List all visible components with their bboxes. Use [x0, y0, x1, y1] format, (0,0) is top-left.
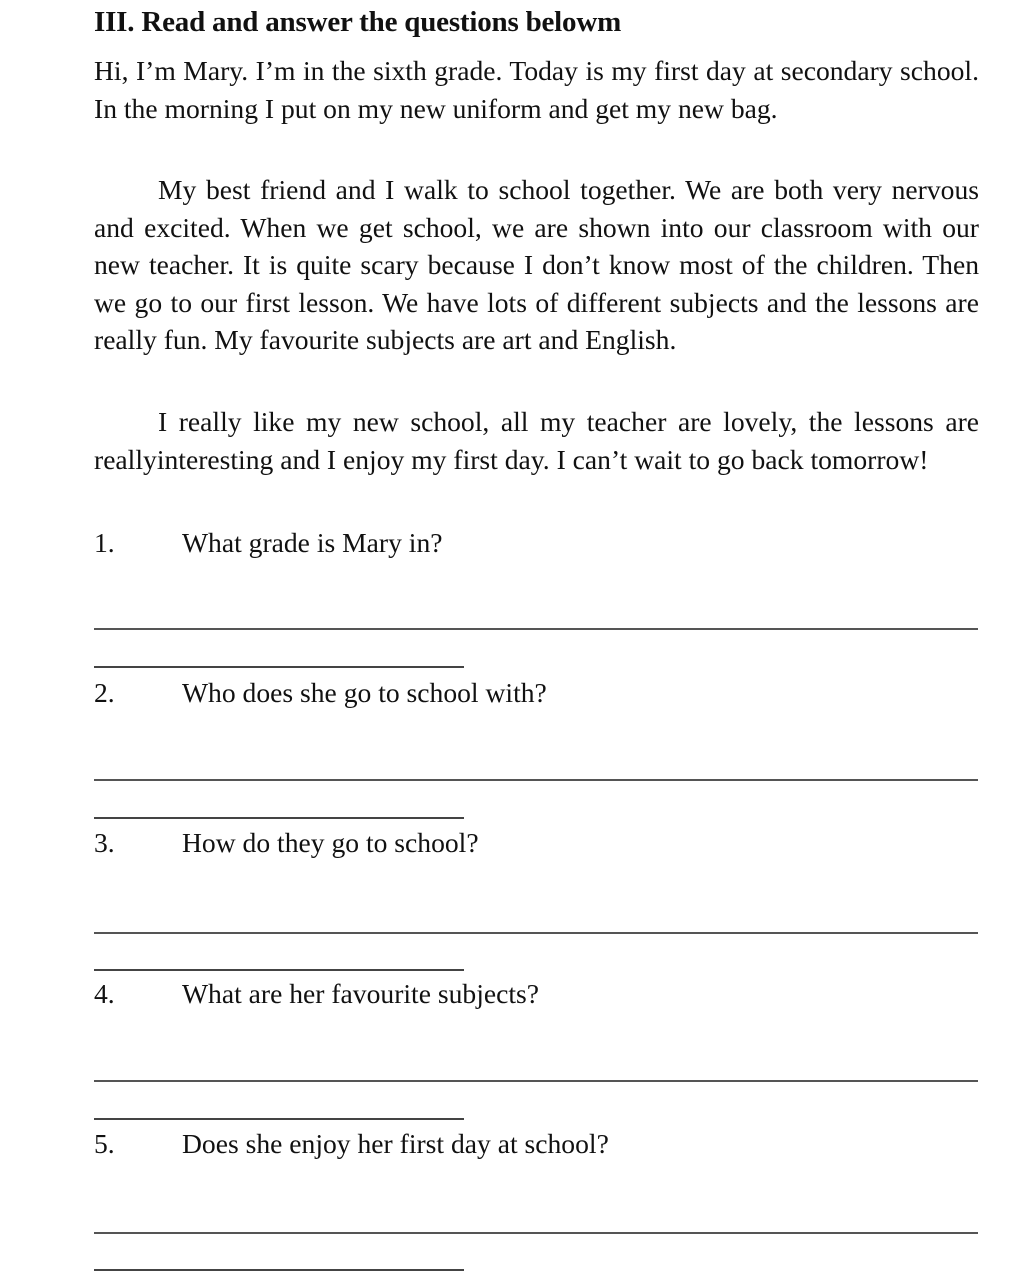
question-text: How do they go to school?: [182, 827, 479, 858]
answer-line-1b[interactable]: [94, 666, 464, 668]
section-title: III. Read and answer the questions belowm: [94, 6, 622, 38]
answer-line-3a[interactable]: [94, 932, 978, 934]
answer-line-4b[interactable]: [94, 1118, 464, 1120]
answer-line-1a[interactable]: [94, 628, 978, 630]
question-number: 2.: [94, 677, 115, 708]
question-number: 3.: [94, 827, 115, 858]
question-text: Who does she go to school with?: [182, 677, 547, 708]
question-text: What grade is Mary in?: [182, 527, 443, 558]
answer-line-5b[interactable]: [94, 1269, 464, 1271]
answer-line-2a[interactable]: [94, 779, 978, 781]
answer-line-3b[interactable]: [94, 969, 464, 971]
answer-line-2b[interactable]: [94, 817, 464, 819]
question-number: 4.: [94, 978, 115, 1009]
question-text: Does she enjoy her first day at school?: [182, 1128, 609, 1159]
passage-paragraph-1: Hi, I’m Mary. I’m in the sixth grade. Today is my first day at secondary school. In the morning I put on my new uniform and get my new bag.: [94, 55, 979, 124]
passage-paragraph-3: I really like my new school, all my teacher are lovely, the lessons are reallyinteresting and I enjoy my first day. I can’t wait to go back tomorrow!: [94, 406, 979, 475]
question-number: 1.: [94, 527, 115, 558]
answer-line-4a[interactable]: [94, 1080, 978, 1082]
question-number: 5.: [94, 1128, 115, 1159]
question-text: What are her favourite subjects?: [182, 978, 540, 1009]
passage-paragraph-2: My best friend and I walk to school together. We are both very nervous and excited. When we get school, we are shown into our classroom with our new teacher. It is quite scary because I don’t know most of the children. Then we go to our first lesson. We have lots of different subjects and the lessons are really fun. My favourite subjects are art and English.: [94, 174, 979, 356]
answer-line-5a[interactable]: [94, 1232, 978, 1234]
